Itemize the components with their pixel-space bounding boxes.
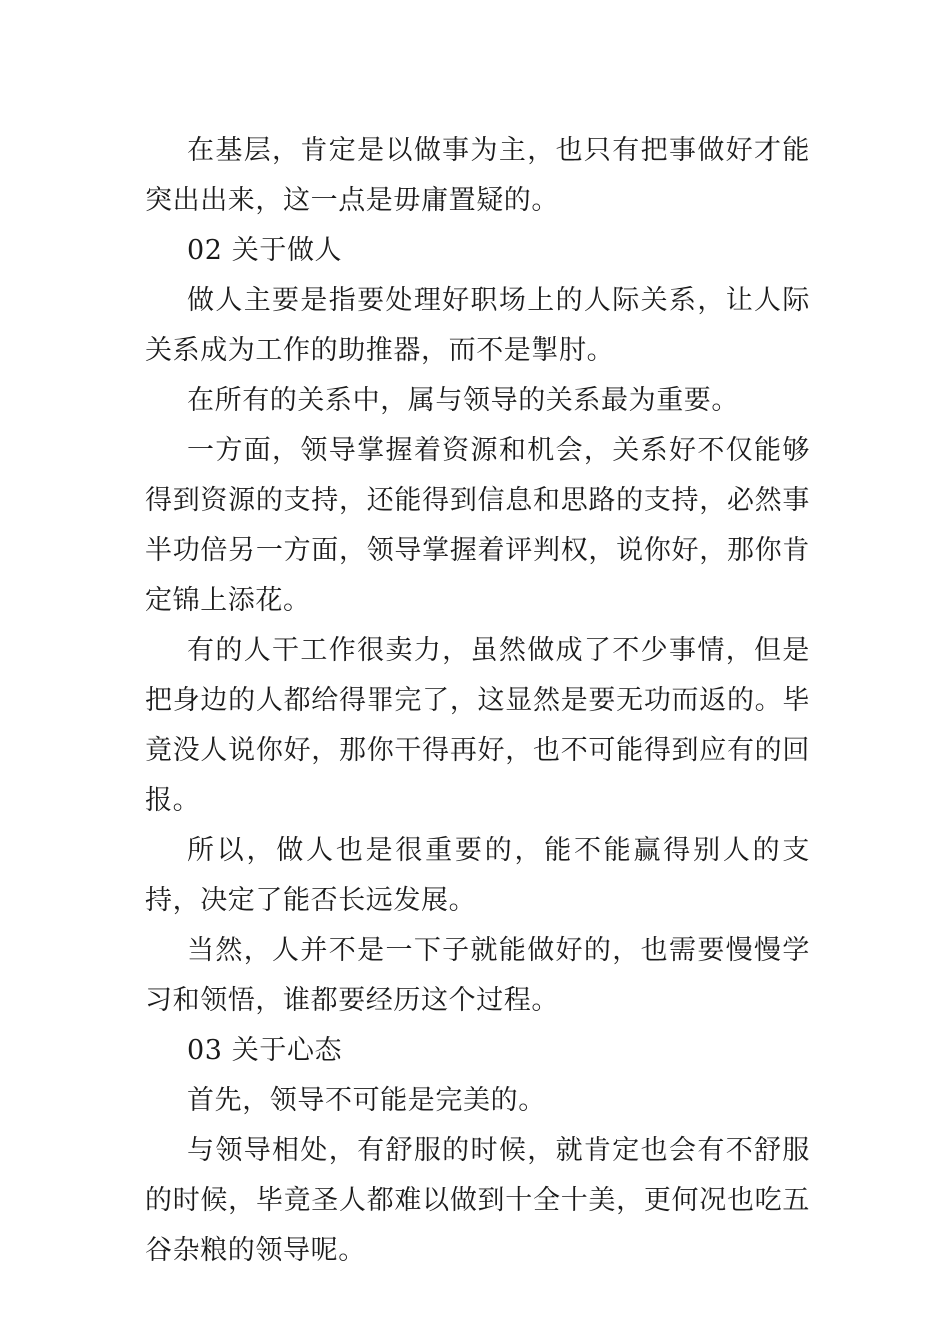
paragraph-imperfect-leader: 首先，领导不可能是完美的。	[187, 1085, 546, 1116]
paragraph-grassroots: 在基层，肯定是以做事为主，也只有把事做好才能突出出来，这一点是毋庸置疑的。	[145, 135, 810, 216]
paragraph-getting-along: 与领导相处，有舒服的时候，就肯定也会有不舒服的时候，毕竟圣人都难以做到十全十美，更何况也吃五谷杂粮的领导呢。	[145, 1135, 810, 1266]
paragraph-support: 所以，做人也是很重要的，能不能赢得别人的支持，决定了能否长远发展。	[145, 835, 810, 916]
section-heading-03: 03 关于心态	[187, 1035, 343, 1066]
paragraph-resources: 一方面，领导掌握着资源和机会，关系好不仅能够得到资源的支持，还能得到信息和思路的支持，必然事半功倍另一方面，领导掌握着评判权，说你好，那你肯定锦上添花。	[145, 435, 810, 616]
paragraph-hard-work: 有的人干工作很卖力，虽然做成了不少事情，但是把身边的人都给得罪完了，这显然是要无功而返的。毕竟没人说你好，那你干得再好，也不可能得到应有的回报。	[145, 635, 810, 816]
document-body	[145, 126, 810, 1276]
paragraph-learning: 当然，人并不是一下子就能做好的，也需要慢慢学习和领悟，谁都要经历这个过程。	[145, 935, 810, 1016]
paragraph-leader-relationship: 在所有的关系中，属与领导的关系最为重要。	[187, 385, 739, 416]
paragraph-relationships: 做人主要是指要处理好职场上的人际关系，让人际关系成为工作的助推器，而不是掣肘。	[145, 285, 810, 366]
section-heading-02: 02 关于做人	[187, 235, 343, 266]
